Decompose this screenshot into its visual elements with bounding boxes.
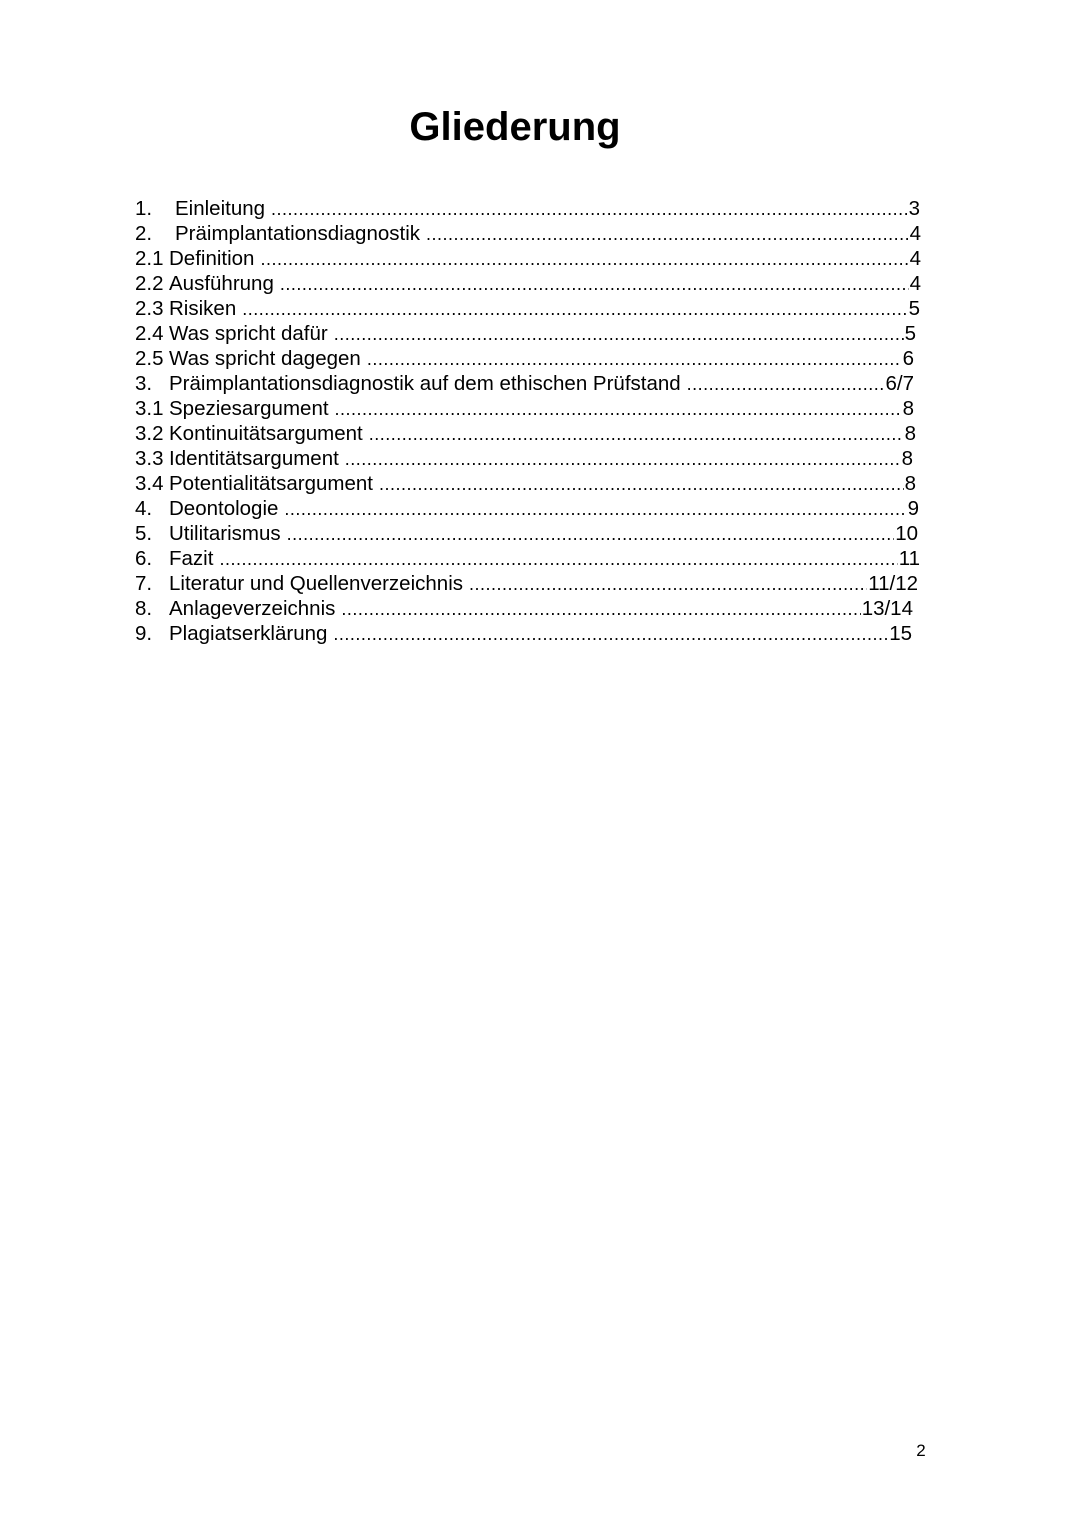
toc-entry-page: 4 xyxy=(909,222,921,245)
footer-page-number: 2 xyxy=(916,1441,926,1460)
toc-dot-leader xyxy=(426,222,909,246)
toc-dot-leader xyxy=(379,472,904,496)
toc-entry-kontinuitaetsargument xyxy=(135,421,916,446)
toc-entry-literatur xyxy=(135,571,918,596)
toc-dot-leader xyxy=(345,447,901,471)
toc-entry-number: 2. xyxy=(135,222,153,245)
toc-entry-number: 2.5 xyxy=(135,347,164,370)
toc-entry-label: Fazit xyxy=(169,546,219,571)
toc-entry-identitaetsargument xyxy=(135,446,913,471)
toc-entry-page: 11 xyxy=(898,547,920,570)
toc-entry-number: 3. xyxy=(135,372,153,395)
toc-entry-page: 3 xyxy=(908,197,920,220)
toc-entry-anlageverzeichnis xyxy=(135,596,913,621)
toc-dot-leader xyxy=(287,522,895,546)
toc-entry-page: 6/7 xyxy=(885,372,914,395)
toc-entry-number: 3.2 xyxy=(135,422,164,445)
toc-entry-speziesargument xyxy=(135,396,914,421)
toc-entry-einleitung xyxy=(135,196,920,221)
toc-entry-label: Definition xyxy=(169,246,260,271)
toc-entry-page: 8 xyxy=(901,447,913,470)
toc-entry-definition xyxy=(135,246,921,271)
toc-entry-label: Potentialitätsargument xyxy=(169,471,379,496)
toc-entry-was-spricht-dagegen xyxy=(135,346,914,371)
toc-dot-leader xyxy=(341,597,860,621)
toc-entry-number: 3.4 xyxy=(135,472,164,495)
page-title: Gliederung xyxy=(409,105,621,149)
toc-entry-number: 7. xyxy=(135,572,153,595)
toc-entry-was-spricht-dafuer xyxy=(135,321,916,346)
toc-entry-label: Ausführung xyxy=(169,271,280,296)
toc-dot-leader xyxy=(242,297,907,321)
toc-entry-label: Literatur und Quellenverzeichnis xyxy=(169,571,469,596)
toc-entry-potentialitaetsargument xyxy=(135,471,916,496)
toc-entry-number: 4. xyxy=(135,497,153,520)
toc-dot-leader xyxy=(280,272,909,296)
toc-entry-page: 8 xyxy=(902,397,914,420)
toc-entry-page: 8 xyxy=(904,472,916,495)
toc-entry-page: 4 xyxy=(909,247,921,270)
toc-entry-number: 2.4 xyxy=(135,322,164,345)
toc-entry-number: 2.3 xyxy=(135,297,164,320)
toc-entry-label: Utilitarismus xyxy=(169,521,287,546)
toc-entry-ethischer-pruefstand xyxy=(135,371,914,396)
toc-entry-number: 5. xyxy=(135,522,153,545)
toc-dot-leader xyxy=(469,572,867,596)
toc-dot-leader xyxy=(334,322,904,346)
toc-dot-leader xyxy=(335,397,902,421)
toc-entry-page: 5 xyxy=(904,322,916,345)
toc-dot-leader xyxy=(284,497,906,521)
toc-entry-label: Risiken xyxy=(169,296,242,321)
toc-entry-ausfuehrung xyxy=(135,271,921,296)
toc-entry-number: 1. xyxy=(135,197,153,220)
toc-entry-page: 15 xyxy=(889,622,912,645)
toc-entry-page: 10 xyxy=(895,522,918,545)
toc-entry-page: 11/12 xyxy=(868,572,918,595)
toc-entry-label: Einleitung xyxy=(175,196,271,221)
toc-entry-page: 5 xyxy=(908,297,920,320)
toc-entry-page: 8 xyxy=(904,422,916,445)
toc-entry-page: 9 xyxy=(907,497,919,520)
toc-entry-number: 9. xyxy=(135,622,153,645)
toc-entry-label: Präimplantationsdiagnostik auf dem ethischen Prüfstand xyxy=(169,371,687,396)
toc-entry-utilitarismus xyxy=(135,521,918,546)
toc-dot-leader xyxy=(271,197,908,221)
toc-entry-label: Deontologie xyxy=(169,496,284,521)
toc-dot-leader xyxy=(260,247,908,271)
toc-dot-leader xyxy=(333,622,888,646)
toc-entry-page: 6 xyxy=(902,347,914,370)
toc-dot-leader xyxy=(367,347,902,371)
toc-entry-label: Kontinuitätsargument xyxy=(169,421,369,446)
toc-entry-label: Präimplantationsdiagnostik xyxy=(175,221,426,246)
toc-dot-leader xyxy=(369,422,904,446)
toc-entry-praeimplantationsdiagnostik xyxy=(135,221,921,246)
toc-entry-risiken xyxy=(135,296,920,321)
toc-entry-label: Identitätsargument xyxy=(169,446,345,471)
toc-entry-number: 2.1 xyxy=(135,247,164,270)
toc-entry-plagiatserklaerung xyxy=(135,621,912,646)
toc-entry-page: 4 xyxy=(909,272,921,295)
toc-entry-number: 8. xyxy=(135,597,153,620)
table-of-contents xyxy=(135,196,921,646)
toc-entry-page: 13/14 xyxy=(861,597,913,620)
toc-entry-label: Anlageverzeichnis xyxy=(169,596,341,621)
toc-entry-fazit xyxy=(135,546,920,571)
toc-entry-label: Was spricht dafür xyxy=(169,321,334,346)
toc-entry-number: 6. xyxy=(135,547,153,570)
toc-entry-number: 2.2 xyxy=(135,272,164,295)
toc-entry-deontologie xyxy=(135,496,919,521)
toc-dot-leader xyxy=(687,372,885,396)
toc-dot-leader xyxy=(219,547,897,571)
toc-entry-label: Was spricht dagegen xyxy=(169,346,367,371)
toc-entry-number: 3.1 xyxy=(135,397,164,420)
toc-entry-number: 3.3 xyxy=(135,447,164,470)
toc-entry-label: Speziesargument xyxy=(169,396,335,421)
toc-entry-label: Plagiatserklärung xyxy=(169,621,333,646)
